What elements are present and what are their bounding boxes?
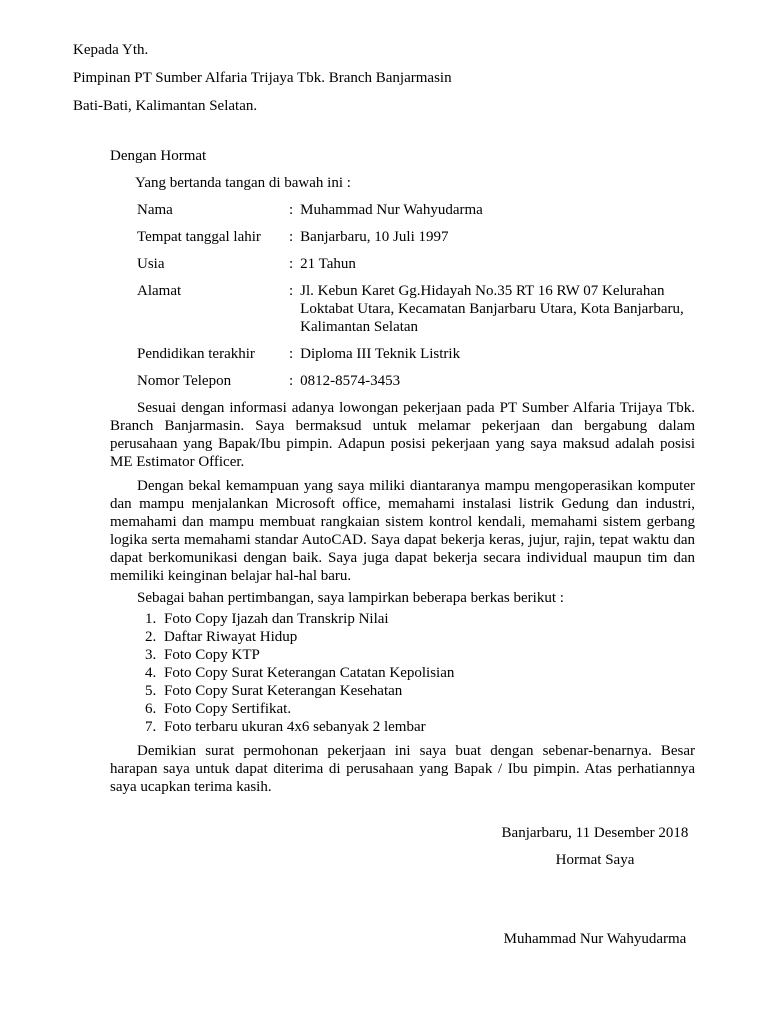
- field-separator: :: [289, 373, 294, 389]
- opening-paragraph: Sesuai dengan informasi adanya lowongan pekerjaan pada PT Sumber Alfaria Trijaya Tbk. Branch Banjarmasin. Saya bermaksud untuk melamar pekerjaan dan bergabung dalam perusahaan yang Bapak/Ibu pimpin. Adapun posisi pekerjaan yang saya maksud adalah posisi ME Estimator Officer.: [110, 400, 695, 470]
- skills-paragraph: Dengan bekal kemampuan yang saya miliki diantaranya mampu mengoperasikan komputer dan mampu menjalankan Microsoft office, memahami instalasi listrik Gedung dan industri, memahami dan mampu membuat rangkaian sistem kontrol kendali, memahami sistem gerbang logika serta memahami standar AutoCAD. Saya dapat bekerja keras, jujur, rajin, tepat waktu dan dapat berkomunikasi dengan baik. Saya juga dapat bekerja secara individual maupun tim dan memiliki keinginan belajar hal-hal baru.: [110, 478, 695, 584]
- signature-name: Muhammad Nur Wahyudarma: [503, 931, 687, 947]
- field-label: Nama: [137, 202, 173, 218]
- attachment-item: 6. Foto Copy Sertifikat.: [160, 700, 695, 718]
- field-value: Diploma III Teknik Listrik: [300, 346, 461, 362]
- field-row: [137, 201, 695, 219]
- field-value: 21 Tahun: [300, 256, 356, 272]
- attachment-item: 3. Foto Copy KTP: [160, 646, 695, 664]
- intro-line: Yang bertanda tangan di bawah ini :: [135, 175, 351, 191]
- field-label: Nomor Telepon: [137, 373, 232, 389]
- field-label: Alamat: [137, 283, 182, 299]
- field-label: Tempat tanggal lahir: [137, 229, 261, 245]
- field-value: Banjarbaru, 10 Juli 1997: [300, 229, 449, 245]
- field-separator: :: [289, 283, 294, 299]
- field-row: [137, 372, 695, 390]
- salutation-line: Dengan Hormat: [110, 148, 207, 164]
- field-separator: :: [289, 229, 294, 245]
- recipient-block: [73, 36, 695, 120]
- signature-place-date: Banjarbaru, 11 Desember 2018: [501, 825, 689, 841]
- attachment-item: 1. Foto Copy Ijazah dan Transkrip Nilai: [160, 610, 695, 628]
- field-label: Pendidikan terakhir: [137, 346, 255, 362]
- field-value: Muhammad Nur Wahyudarma: [300, 202, 483, 218]
- field-label: Usia: [137, 256, 165, 272]
- recipient-line: Kepada Yth.: [73, 42, 149, 58]
- personal-data-fields: [137, 201, 695, 390]
- signature-salutation: Hormat Saya: [555, 852, 635, 868]
- field-row: [137, 255, 695, 273]
- field-value: 0812-8574-3453: [300, 373, 401, 389]
- attachment-item: 2. Daftar Riwayat Hidup: [160, 628, 695, 646]
- field-row: [137, 345, 695, 363]
- closing-paragraph: Demikian surat permohonan pekerjaan ini saya buat dengan sebenar-benarnya. Besar harapan saya untuk dapat diterima di perusahaan yang Bapak / Ibu pimpin. Atas perhatiannya saya ucapkan terima kasih.: [110, 743, 695, 795]
- signature-block: [495, 824, 695, 948]
- recipient-line: Pimpinan PT Sumber Alfaria Trijaya Tbk. Branch Banjarmasin: [73, 70, 452, 86]
- attachments-list: [110, 610, 695, 736]
- field-separator: :: [289, 256, 294, 272]
- attachment-item: 5. Foto Copy Surat Keterangan Kesehatan: [160, 682, 695, 700]
- attachment-item: 7. Foto terbaru ukuran 4x6 sebanyak 2 lembar: [160, 718, 695, 736]
- field-row: [137, 282, 695, 336]
- field-separator: :: [289, 346, 294, 362]
- attachments-intro: Sebagai bahan pertimbangan, saya lampirkan beberapa berkas berikut :: [137, 590, 564, 606]
- field-separator: :: [289, 202, 294, 218]
- field-value: Jl. Kebun Karet Gg.Hidayah No.35 RT 16 RW 07 Kelurahan Loktabat Utara, Kecamatan Banjarbaru Utara, Kota Banjarbaru, Kalimantan Selatan: [300, 283, 684, 335]
- attachment-item: 4. Foto Copy Surat Keterangan Catatan Kepolisian: [160, 664, 695, 682]
- recipient-line: Bati-Bati, Kalimantan Selatan.: [73, 98, 258, 114]
- field-row: [137, 228, 695, 246]
